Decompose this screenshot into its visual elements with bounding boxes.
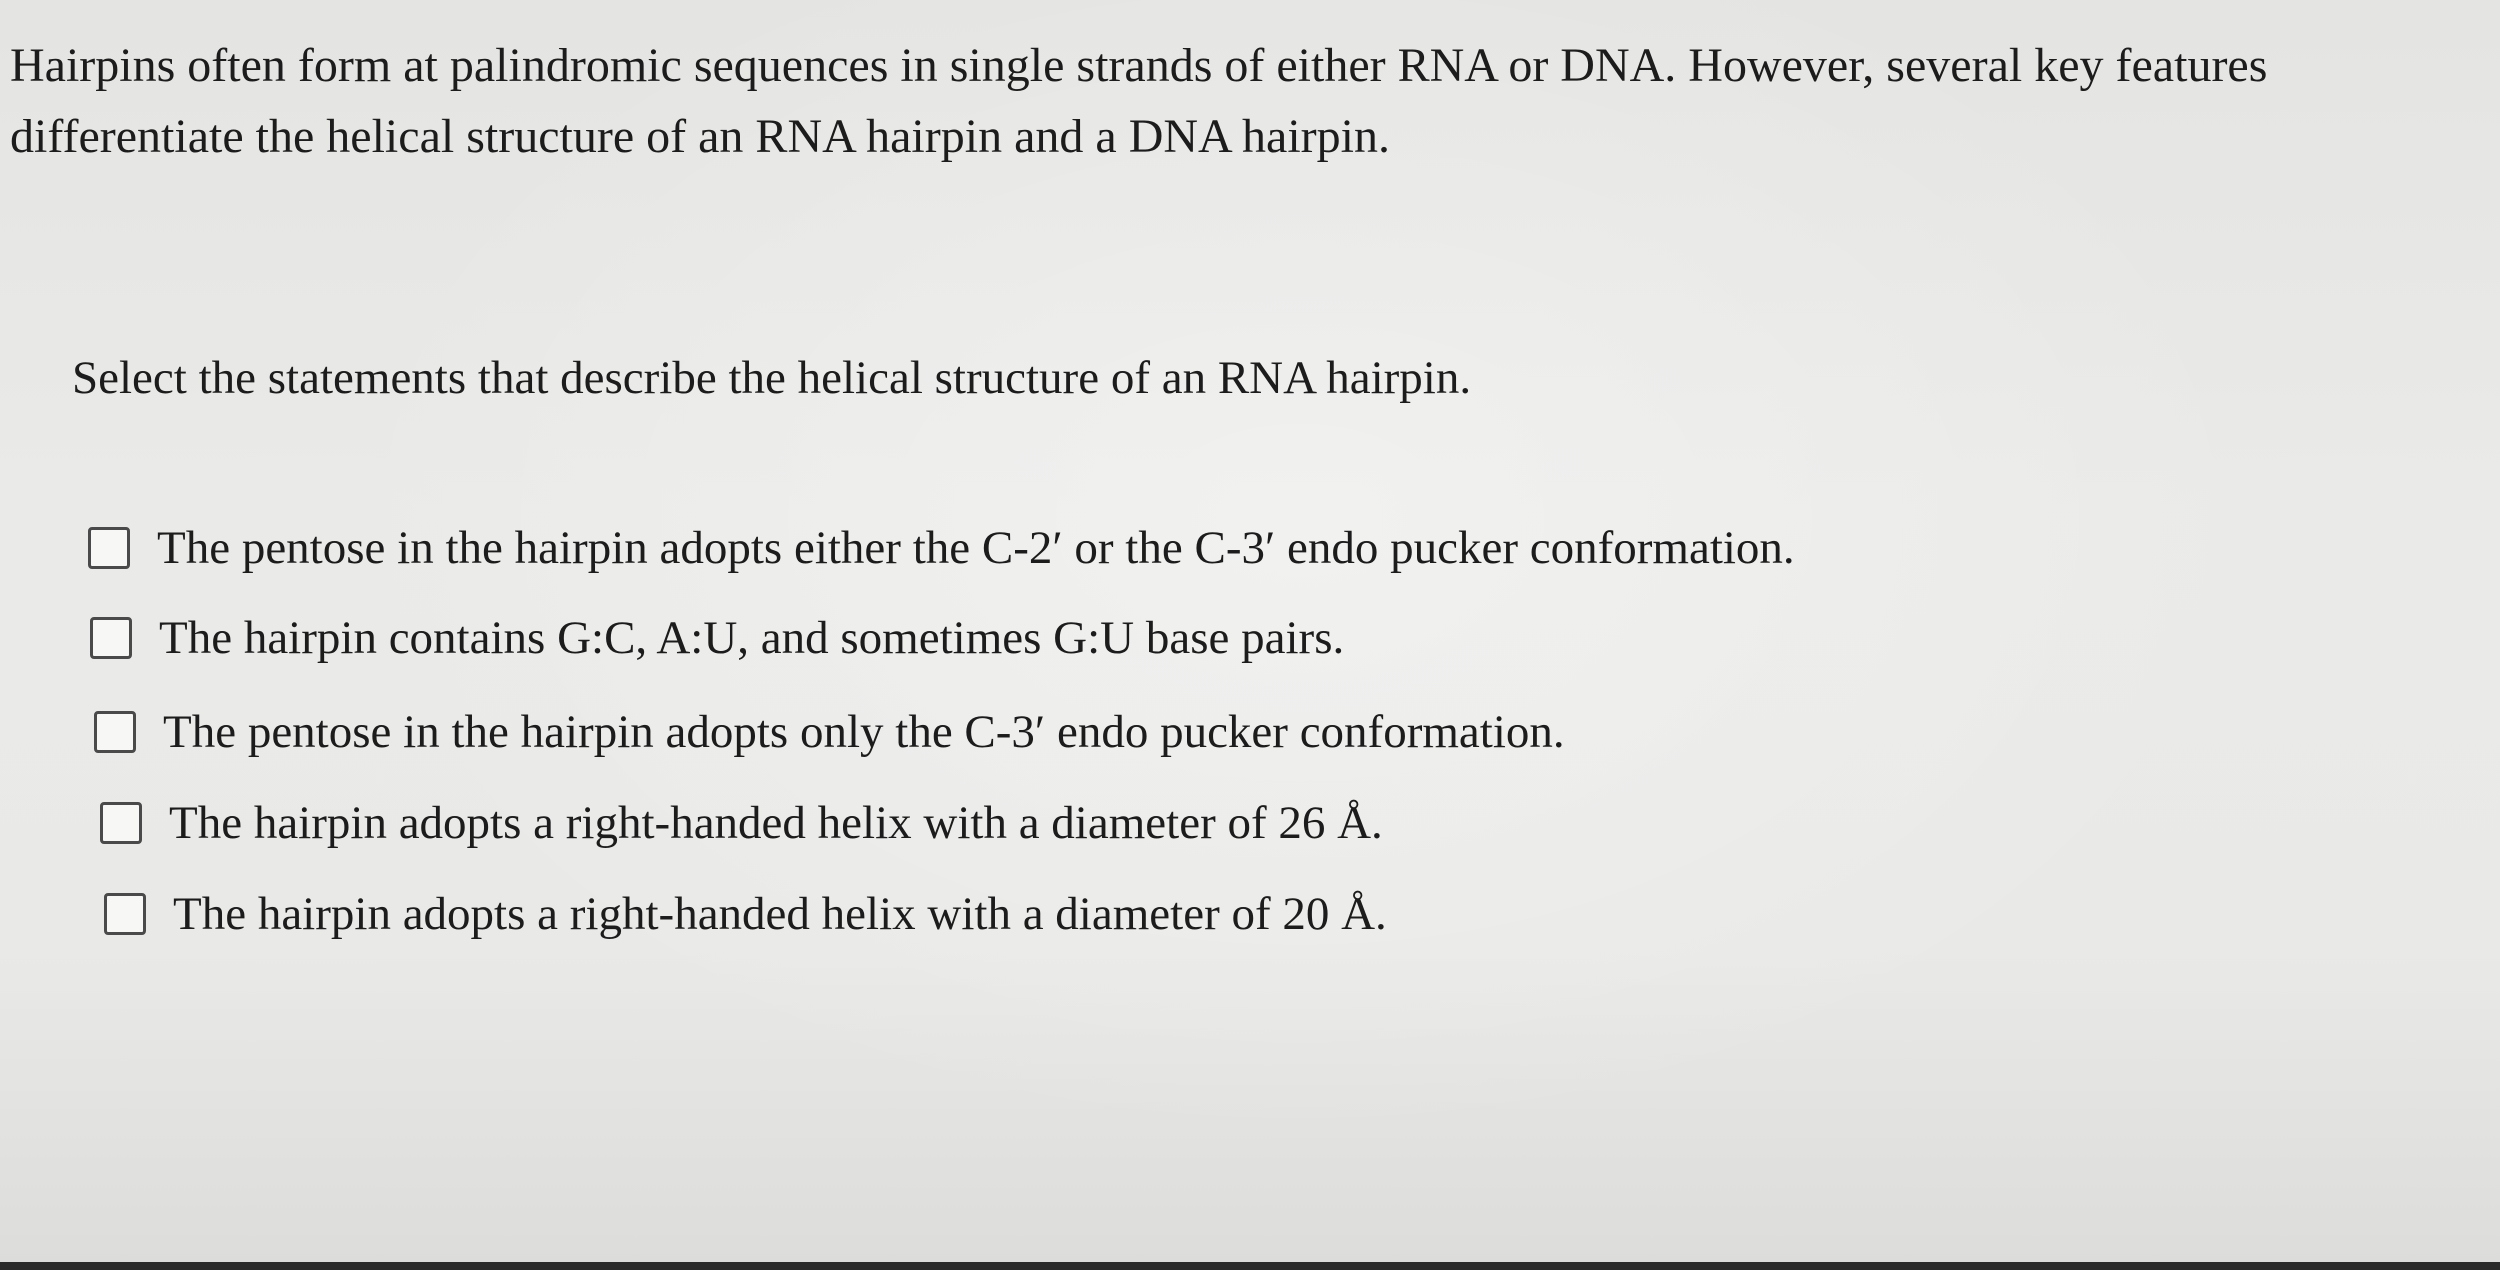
checkbox[interactable] — [90, 617, 132, 659]
checkbox[interactable] — [100, 802, 142, 844]
question-prompt: Select the statements that describe the helical structure of an RNA hairpin. — [72, 352, 1472, 404]
answer-option[interactable] — [94, 702, 1565, 762]
answer-option[interactable] — [88, 518, 1795, 578]
checkbox[interactable] — [104, 893, 146, 935]
question-intro: Hairpins often form at palindromic sequences in single strands of either RNA or DNA. However, several key features differentiate the helical structure of an RNA hairpin and a DNA hairpin. — [10, 39, 2268, 163]
checkbox[interactable] — [88, 527, 130, 569]
answer-option[interactable] — [104, 884, 1387, 944]
option-label: The hairpin adopts a right-handed helix with a diameter of 20 Å. — [173, 888, 1387, 940]
answer-option[interactable] — [90, 608, 1344, 668]
screen-bezel — [0, 1262, 2500, 1270]
option-label: The pentose in the hairpin adopts only the C-3′ endo pucker conformation. — [163, 706, 1565, 758]
answer-option[interactable] — [100, 793, 1383, 853]
option-label: The pentose in the hairpin adopts either the C-2′ or the C-3′ endo pucker conformation. — [157, 522, 1795, 574]
option-label: The hairpin adopts a right-handed helix with a diameter of 26 Å. — [169, 797, 1383, 849]
option-label: The hairpin contains G:C, A:U, and sometimes G:U base pairs. — [159, 612, 1345, 664]
checkbox[interactable] — [94, 711, 136, 753]
